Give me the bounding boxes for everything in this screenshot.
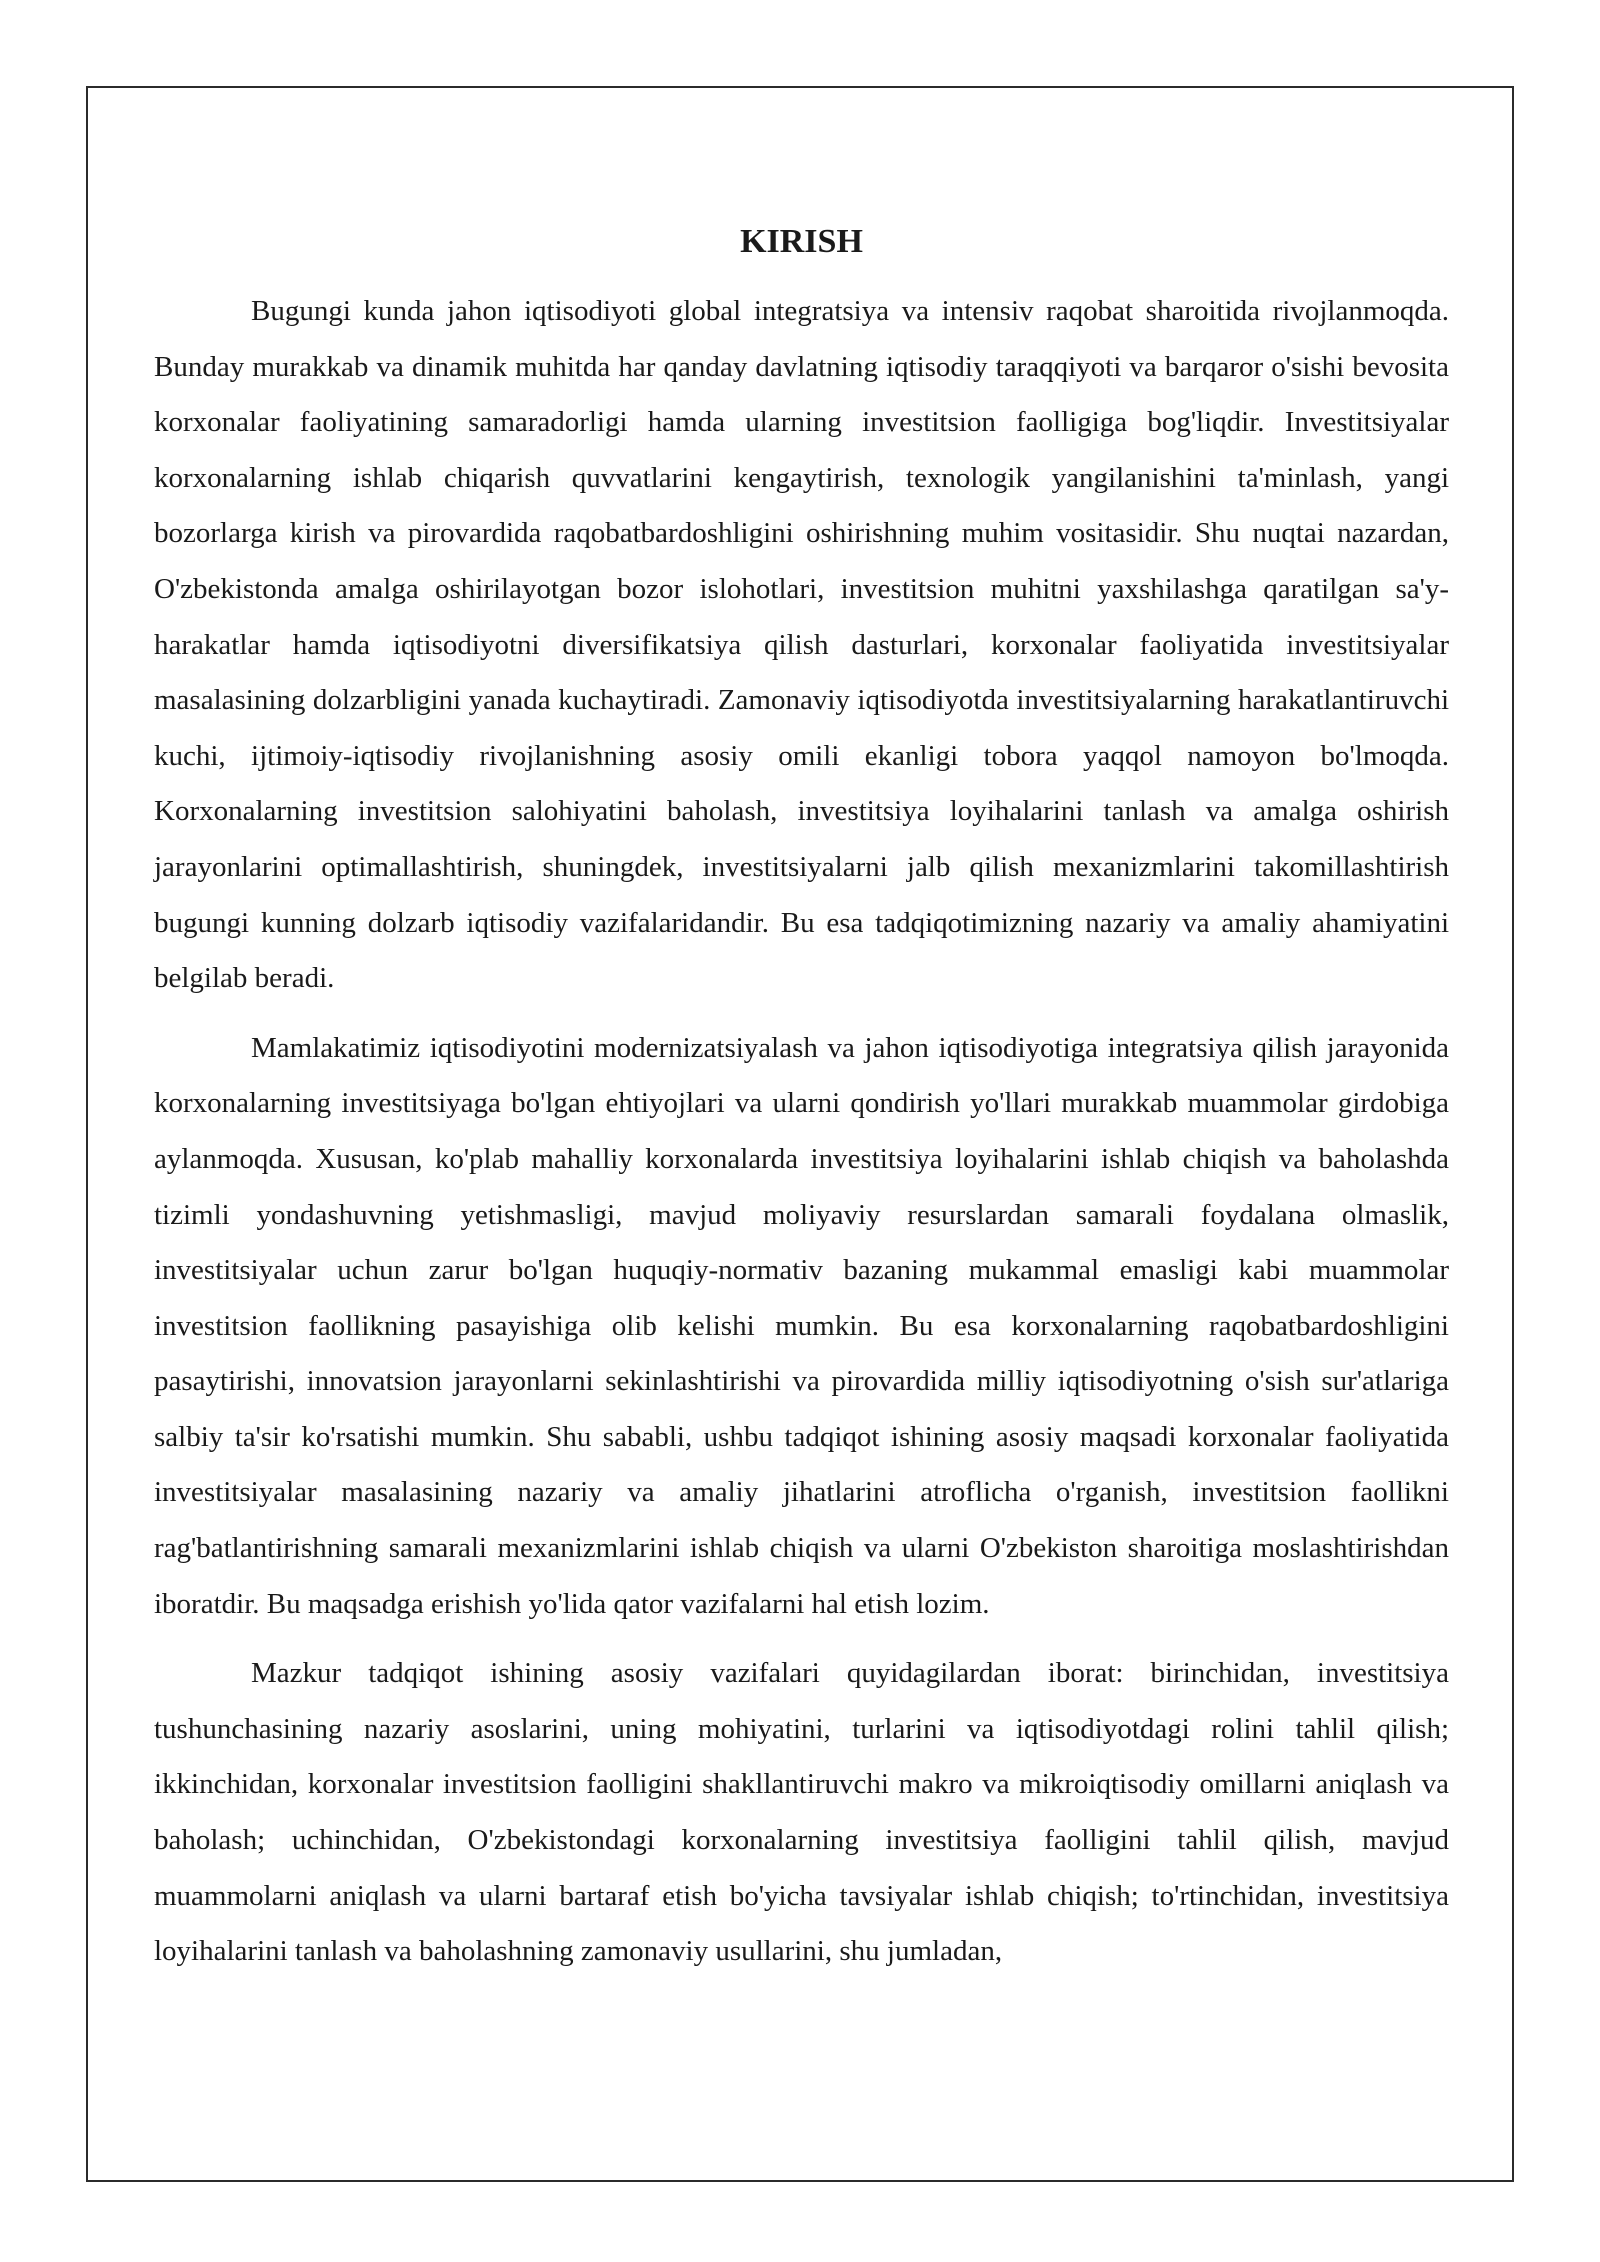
paragraph-2: Mamlakatimiz iqtisodiyotini modernizatsiyalash va jahon iqtisodiyotiga integratsiya qilish jarayonida korxonalarning investitsiyaga bo'lgan ehtiyojlari va ularni qondirish yo'llari murakkab muammolar girdobiga aylanmoqda. Xususan, ko'plab mahalliy korxonalarda investitsiya loyihalarini ishlab chiqish va baholashda tizimli yondashuvning yetishmasligi, mavjud moliyaviy resurslardan samarali foydalana olmaslik, investitsiyalar uchun zarur bo'lgan huquqiy-normativ bazaning mukammal emasligi kabi muammolar investitsion faollikning pasayishiga olib kelishi mumkin. Bu esa korxonalarning raqobatbardoshligini pasaytirishi, innovatsion jarayonlarni sekinlashtirishi va pirovardida milliy iqtisodiyotning o'sish sur'atlariga salbiy ta'sir ko'rsatishi mumkin. Shu sababli, ushbu tadqiqot ishining asosiy maqsadi korxonalar faoliyatida investitsiyalar masalasining nazariy va amaliy jihatlarini atroflicha o'rganish, investitsion faollikni rag'batlantirishning samarali mexanizmlarini ishlab chiqish va ularni O'zbekiston sharoitiga moslashtirishdan iboratdir. Bu maqsadga erishish yo'lida qator vazifalarni hal etish lozim. — [154, 1031, 1449, 1620]
document-body — [154, 222, 1449, 1994]
paragraph-3: Mazkur tadqiqot ishining asosiy vazifalari quyidagilardan iborat: birinchidan, investitsiya tushunchasining nazariy asoslarini, uning mohiyatini, turlarini va iqtisodiyotdagi rolini tahlil qilish; ikkinchidan, korxonalar investitsion faolligini shakllantiruvchi makro va mikroiqtisodiy omillarni aniqlash va baholash; uchinchidan, O'zbekistondagi korxonalarning investitsiya faolligini tahlil qilish, mavjud muammolarni aniqlash va ularni bartaraf etish bo'yicha tavsiyalar ishlab chiqish; to'rtinchidan, investitsiya loyihalarini tanlash va baholashning zamonaviy usullarini, shu jumladan, — [154, 1657, 1449, 1968]
paragraph-1: Bugungi kunda jahon iqtisodiyoti global integratsiya va intensiv raqobat sharoitida rivojlanmoqda. Bunday murakkab va dinamik muhitda har qanday davlatning iqtisodiy taraqqiyoti va barqaror o'sishi bevosita korxonalar faoliyatining samaradorligi hamda ularning investitsion faolligiga bog'liqdir. Investitsiyalar korxonalarning ishlab chiqarish quvvatlarini kengaytirish, texnologik yangilanishini ta'minlash, yangi bozorlarga kirish va pirovardida raqobatbardoshligini oshirishning muhim vositasidir. Shu nuqtai nazardan, O'zbekistonda amalga oshirilayotgan bozor islohotlari, investitsion muhitni yaxshilashga qaratilgan sa'y-harakatlar hamda iqtisodiyotni diversifikatsiya qilish dasturlari, korxonalar faoliyatida investitsiyalar masalasining dolzarbligini yanada kuchaytiradi. Zamonaviy iqtisodiyotda investitsiyalarning harakatlantiruvchi kuchi, ijtimoiy-iqtisodiy rivojlanishning asosiy omili ekanligi tobora yaqqol namoyon bo'lmoqda. Korxonalarning investitsion salohiyatini baholash, investitsiya loyihalarini tanlash va amalga oshirish jarayonlarini optimallashtirish, shuningdek, investitsiyalarni jalb qilish mexanizmlarini takomillashtirish bugungi kunning dolzarb iqtisodiy vazifalaridandir. Bu esa tadqiqotimizning nazariy va amaliy ahamiyatini belgilab beradi. — [154, 295, 1449, 995]
page-title: KIRISH — [740, 223, 863, 260]
